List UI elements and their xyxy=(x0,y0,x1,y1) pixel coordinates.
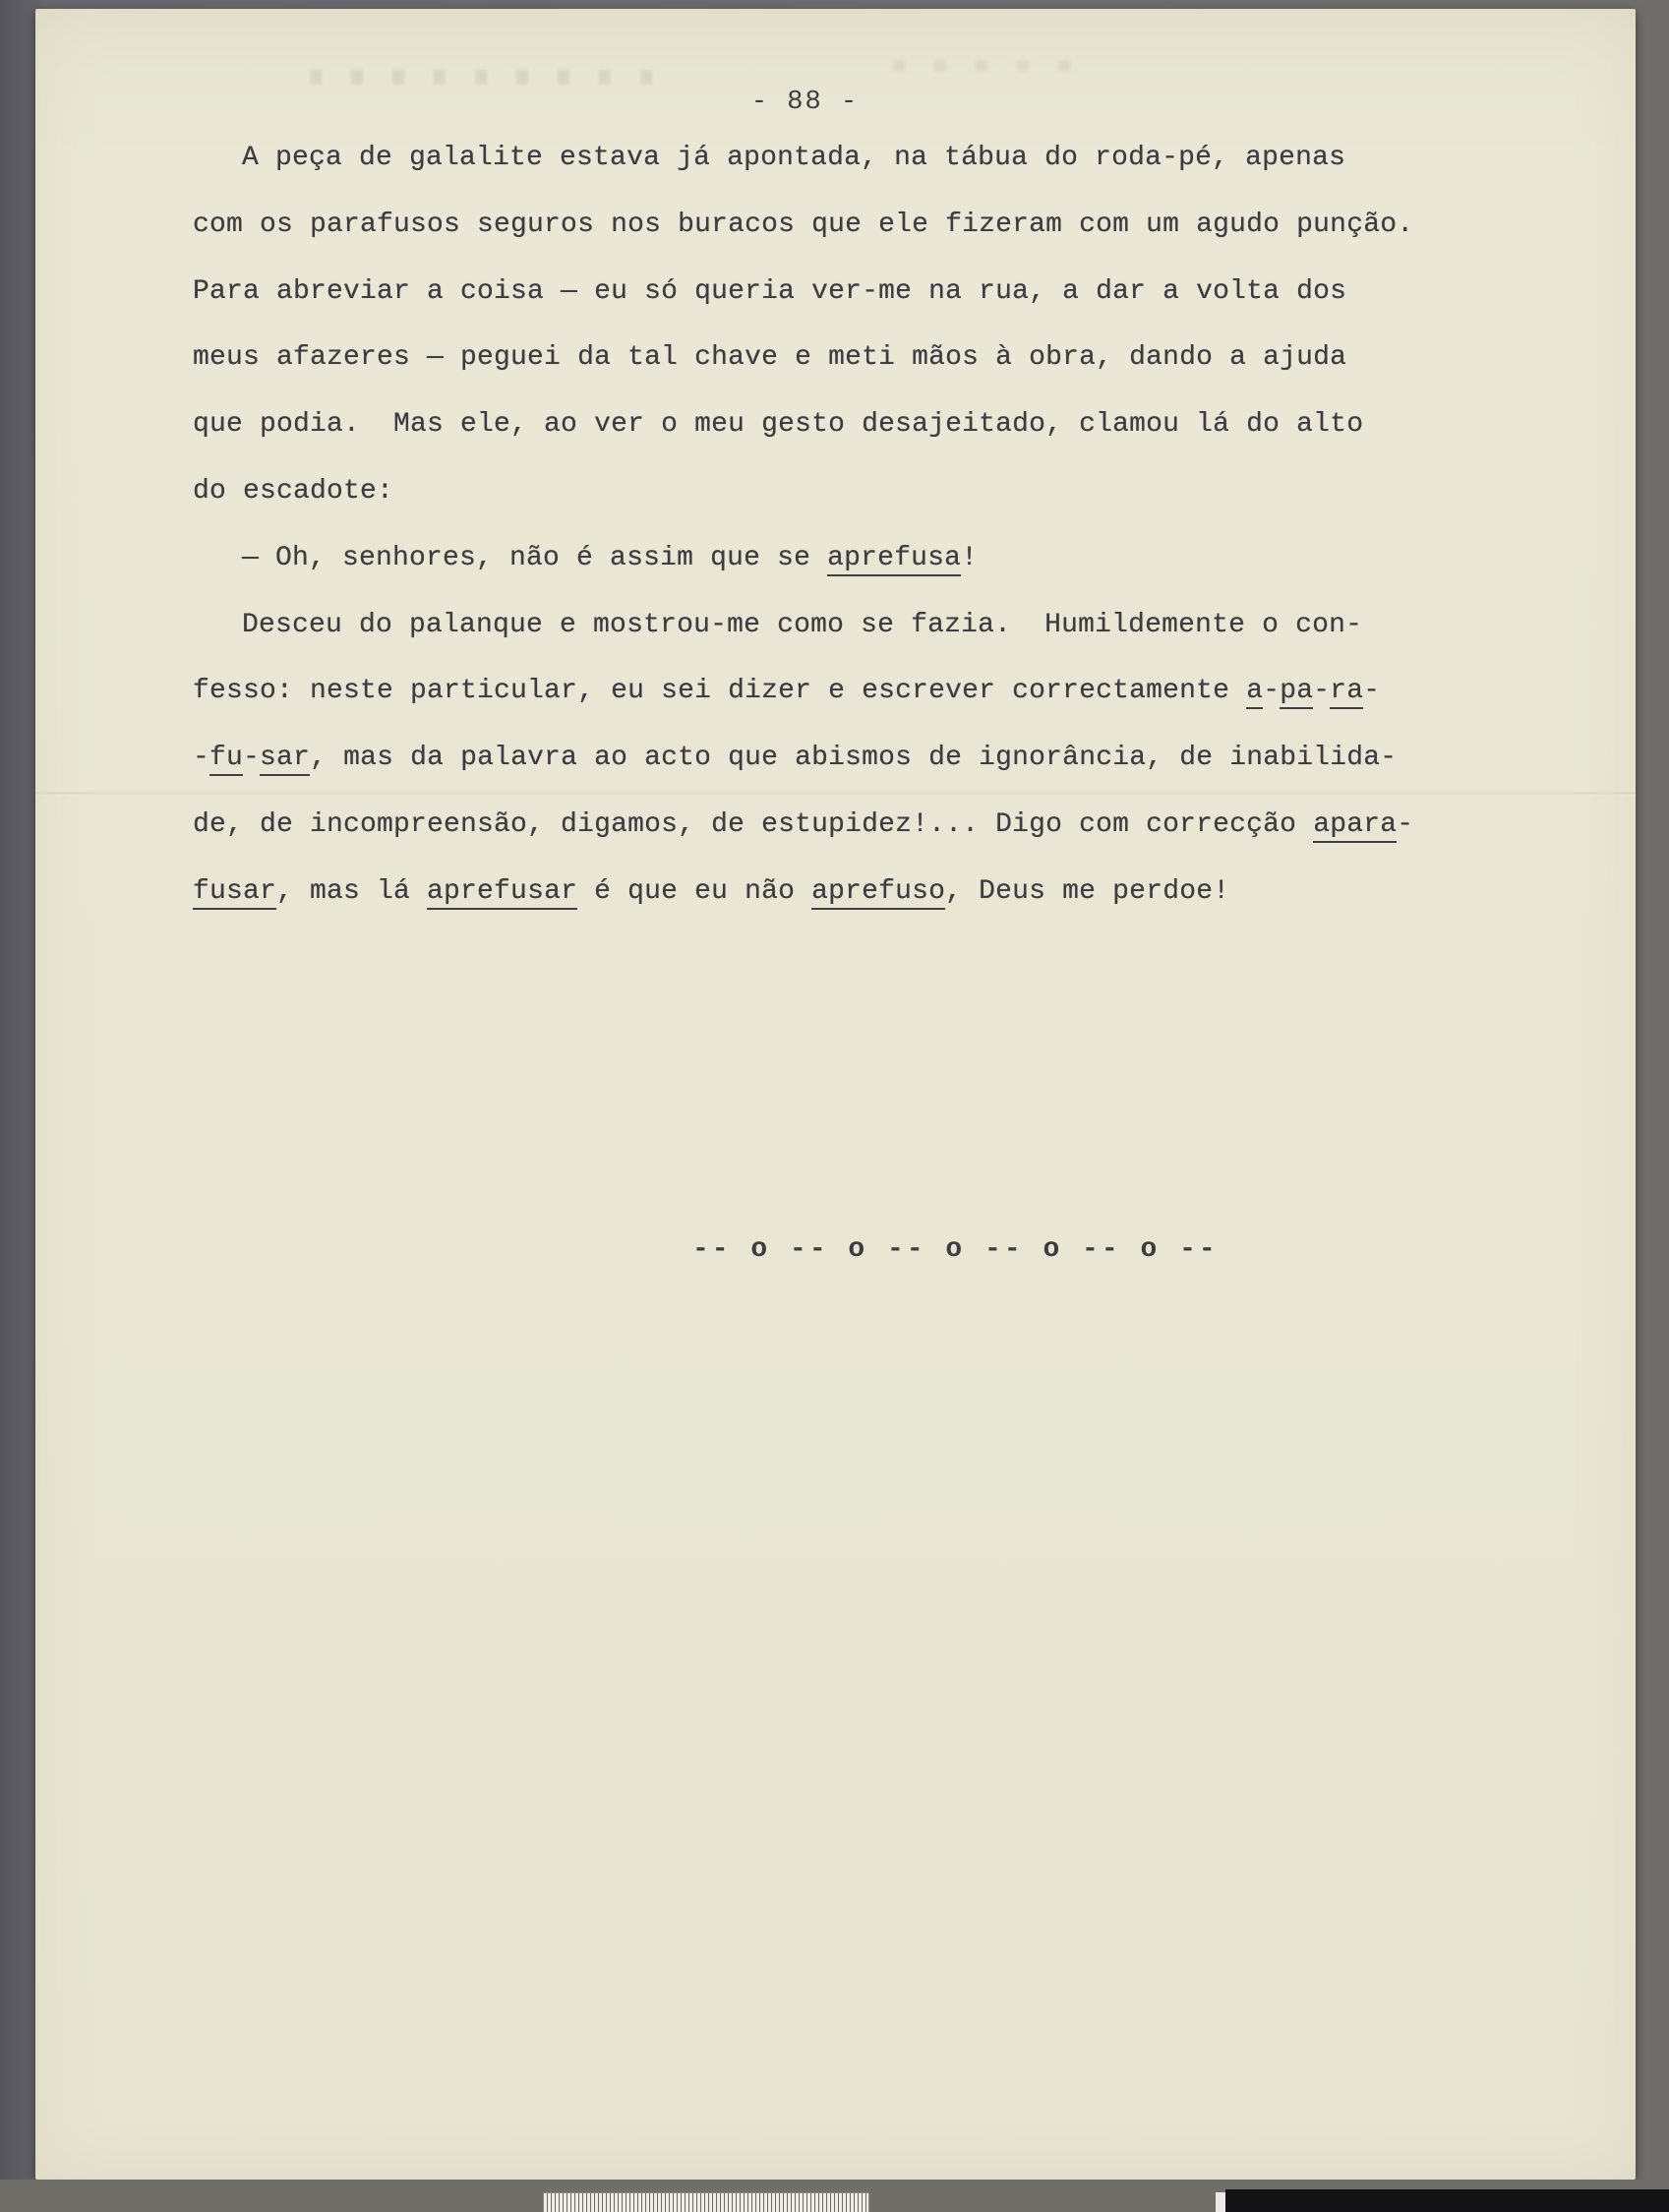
typewritten-text-block xyxy=(193,125,1452,926)
section-divider: -- o -- o -- o -- o -- o -- xyxy=(692,1234,1219,1265)
text-segment: - xyxy=(1313,676,1331,707)
calibration-ruler xyxy=(544,2193,868,2212)
underlined-word: aprefusar xyxy=(427,876,577,910)
calibration-black-block xyxy=(1225,2189,1669,2212)
text-segment: é que eu não xyxy=(577,875,812,907)
text-line xyxy=(193,125,1452,192)
text-line xyxy=(193,592,1452,659)
underlined-word: a xyxy=(1246,676,1263,709)
text-segment: - xyxy=(1397,808,1414,840)
underlined-word: fu xyxy=(209,743,243,776)
text-segment: — Oh, senhores, não é assim que se xyxy=(242,542,828,573)
text-line xyxy=(193,458,1452,525)
text-segment: - xyxy=(193,743,210,774)
text-line xyxy=(193,725,1452,792)
text-segment: - xyxy=(243,743,261,774)
text-segment: com os parafusos seguros nos buracos que ele fizeram com um agudo punção. xyxy=(193,209,1414,240)
calibration-white-tick xyxy=(1216,2192,1225,2212)
text-line xyxy=(193,391,1452,458)
text-segment: de, de incompreensão, digamos, de estupidez!... Digo com correcção xyxy=(193,808,1314,840)
text-line xyxy=(193,792,1452,859)
text-segment: ! xyxy=(961,542,979,573)
underlined-word: pa xyxy=(1280,676,1313,709)
text-segment: , mas lá xyxy=(276,875,428,907)
text-line xyxy=(193,525,1452,592)
document-page xyxy=(35,9,1636,2180)
text-segment: , Deus me perdoe! xyxy=(945,875,1230,907)
text-line xyxy=(193,859,1452,926)
text-line xyxy=(193,325,1452,391)
page-number: - 88 - xyxy=(750,88,860,117)
text-segment: Para abreviar a coisa — eu só queria ver-me na rua, a dar a volta dos xyxy=(193,275,1347,307)
text-line xyxy=(193,658,1452,725)
text-segment: , mas da palavra ao acto que abismos de ignorância, de inabilida- xyxy=(310,743,1398,774)
paper-fold-crease xyxy=(35,791,1636,797)
underlined-word: aprefuso xyxy=(811,876,945,910)
text-segment: do escadote: xyxy=(193,475,394,507)
text-segment: A peça de galalite estava já apontada, na tábua do roda-pé, apenas xyxy=(242,143,1346,173)
faint-erased-marks xyxy=(296,70,680,85)
faint-erased-marks xyxy=(879,60,1086,72)
underlined-word: fusar xyxy=(193,876,276,910)
text-segment: meus afazeres — peguei da tal chave e meti mãos à obra, dando a ajuda xyxy=(193,342,1347,374)
text-segment: Desceu do palanque e mostrou-me como se fazia. Humildemente o con- xyxy=(242,609,1363,640)
text-line xyxy=(193,259,1452,326)
underlined-word: sar xyxy=(260,743,310,776)
text-segment: que podia. Mas ele, ao ver o meu gesto desajeitado, clamou lá do alto xyxy=(193,409,1364,441)
text-line xyxy=(193,192,1452,259)
text-segment: fesso: neste particular, eu sei dizer e escrever correctamente xyxy=(193,676,1247,707)
text-segment: - xyxy=(1263,676,1281,707)
underlined-word: ra xyxy=(1330,676,1363,709)
underlined-word: aprefusa xyxy=(827,543,961,576)
underlined-word: apara xyxy=(1313,809,1397,843)
text-segment: - xyxy=(1363,676,1381,707)
